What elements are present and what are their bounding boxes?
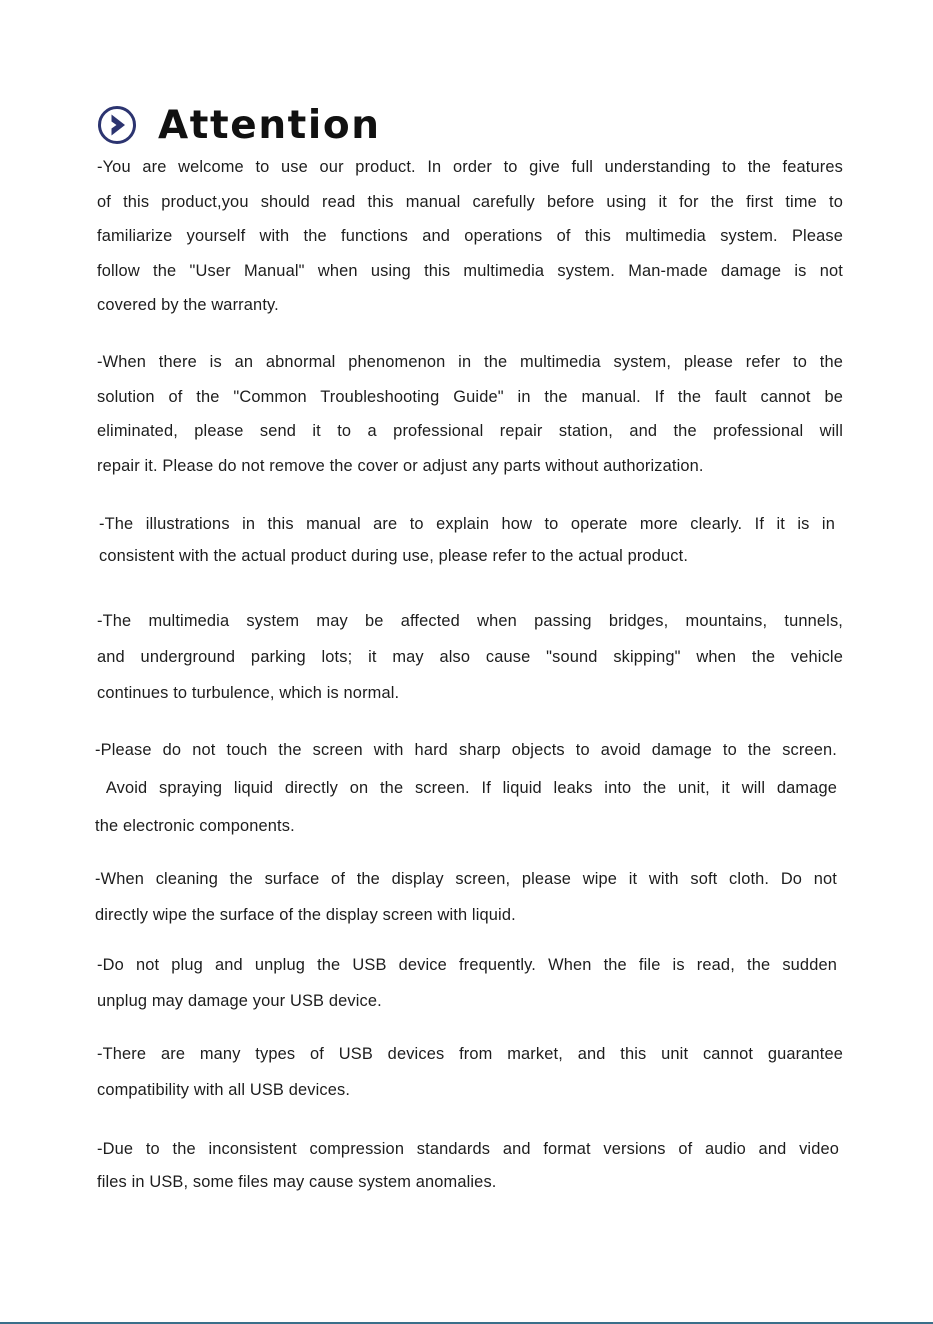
paragraph-line: compatibility with all USB devices. xyxy=(97,1081,351,1099)
paragraph-line: the electronic components. xyxy=(95,817,295,835)
paragraph-file-formats xyxy=(97,1133,839,1199)
paragraph-line: directly wipe the surface of the display screen with liquid. xyxy=(95,906,516,924)
paragraph-illustrations xyxy=(99,508,835,572)
paragraph-line: repair it. Please do not remove the cover or adjust any parts without authorization. xyxy=(97,456,704,475)
paragraph-line: -The illustrations in this manual are to explain how to operate more clearly. If it is in xyxy=(99,515,835,533)
paragraph-line: files in USB, some files may cause system anomalies. xyxy=(97,1173,497,1191)
paragraph-line: covered by the warranty. xyxy=(97,296,279,314)
paragraph-interference xyxy=(97,603,843,711)
paragraph-line: -Please do not touch the screen with hard sharp objects to avoid damage to the screen. xyxy=(95,741,837,759)
paragraph-line: -You are welcome to use our product. In order to give full understanding to the features xyxy=(97,158,843,176)
paragraph-line: -Do not plug and unplug the USB device frequently. When the file is read, the sudden xyxy=(97,956,837,974)
paragraph-line: solution of the "Common Troubleshooting Guide" in the manual. If the fault cannot be xyxy=(97,387,843,406)
paragraph-line: and underground parking lots; it may also cause "sound skipping" when the vehicle xyxy=(97,648,843,666)
paragraph-screen-care xyxy=(95,731,837,845)
paragraph-line: -When cleaning the surface of the display screen, please wipe it with soft cloth. Do not xyxy=(95,870,837,888)
page-title: Attention xyxy=(158,102,381,148)
paragraph-line: consistent with the actual product during use, please refer to the actual product. xyxy=(99,547,689,565)
circle-chevron-right-icon xyxy=(97,105,137,145)
paragraph-line: eliminated, please send it to a professional repair station, and the professional will xyxy=(97,422,843,440)
paragraph-line: -There are many types of USB devices from market, and this unit cannot guarantee xyxy=(97,1045,843,1063)
paragraph-line: -The multimedia system may be affected when passing bridges, mountains, tunnels, xyxy=(97,612,843,630)
paragraph-line: familiarize yourself with the functions and operations of this multimedia system. Please xyxy=(97,227,843,245)
paragraph-line: unplug may damage your USB device. xyxy=(97,992,382,1010)
paragraph-line: -When there is an abnormal phenomenon in the multimedia system, please refer to the xyxy=(97,353,843,371)
paragraph-troubleshooting xyxy=(97,345,843,483)
paragraph-cleaning xyxy=(95,861,837,933)
section-heading xyxy=(97,100,381,150)
paragraph-usb-plugging xyxy=(97,947,837,1019)
paragraph-intro xyxy=(97,150,843,323)
paragraph-line: follow the "User Manual" when using this multimedia system. Man-made damage is not xyxy=(97,261,843,280)
paragraph-usb-compatibility xyxy=(97,1036,843,1108)
paragraph-line: Avoid spraying liquid directly on the screen. If liquid leaks into the unit, it will damage xyxy=(95,779,837,797)
paragraph-line: continues to turbulence, which is normal. xyxy=(97,684,400,702)
paragraph-line: -Due to the inconsistent compression standards and format versions of audio and video xyxy=(97,1140,839,1158)
paragraph-line: of this product,you should read this manual carefully before using it for the first time to xyxy=(97,192,843,211)
